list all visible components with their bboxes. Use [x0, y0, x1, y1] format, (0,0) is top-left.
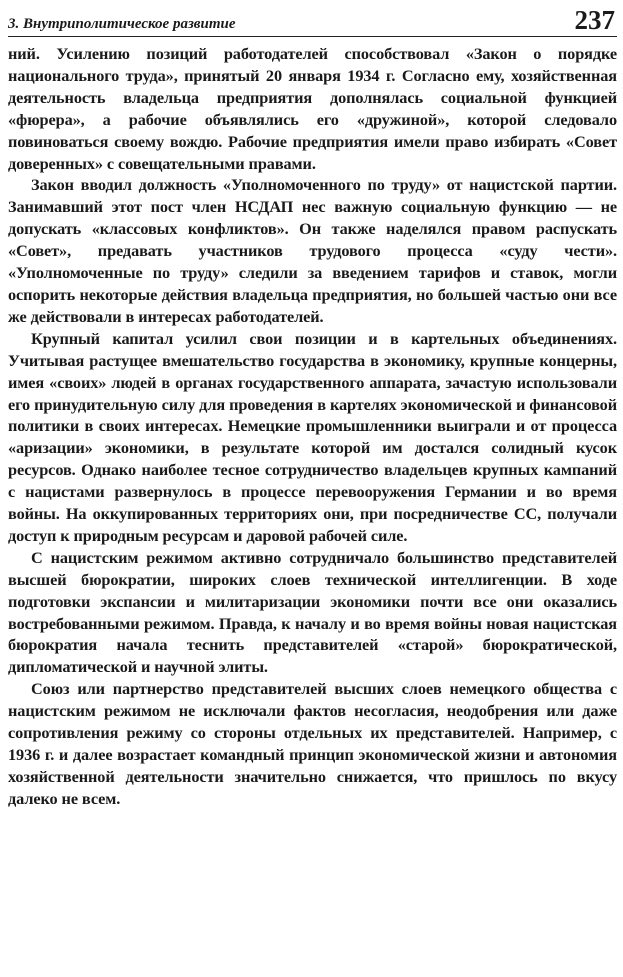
body-text — [8, 43, 617, 810]
running-header — [8, 6, 617, 37]
paragraph: Крупный капитал усилил свои позиции и в картельных объединениях. Учитывая растущее вмешательство государства в экономику, крупные концерны, имея «своих» людей в органах государственного аппарата, зачастую использовали его принудительную силу для проведения в картелях экономической и финансовой политики в своих интересах. Немецкие промышленники выиграли и от процесса «аризации» экономики, в результате которой им достался солидный кусок ресурсов. Однако наиболее тесное сотрудничество владельцев крупных кампаний с нацистами развернулось в процессе перевооружения Германии и во время войны. На оккупированных территориях они, при посредничестве СС, получали доступ к природным ресурсам и даровой рабочей силе. — [8, 328, 617, 545]
paragraph: Союз или партнерство представителей высших слоев немецкого общества с нацистским режимом не исключали фактов несогласия, неодобрения или даже сопротивления режиму со стороны отдельных их представителей. Например, с 1936 г. и далее возрастает командный принцип экономической жизни и автономия хозяйственной деятельности значительно снижается, что пришлось по вкусу далеко не всем. — [8, 679, 617, 808]
page-number: 237 — [574, 5, 615, 35]
paragraph-continuation: ний. Усилению позиций работодателей способствовал «Закон о порядке национального труда», принятый 20 января 1934 г. Согласно ему, хозяйственная деятельность владельца предприятия дополнялась социальной функцией «фюрера», а рабочие объявлялись его «дружиной», которой следовало повиноваться своему вождю. Рабочие предприятия имели право избирать «Совет доверенных» с совещательными правами. — [8, 44, 617, 173]
section-title: 3. Внутриполитическое развитие — [8, 16, 236, 32]
paragraph: С нацистским режимом активно сотрудничало большинство представителей высшей бюрократии, широких слоев технической интеллигенции. В ходе подготовки экспансии и милитаризации экономики почти все они оказались востребованными режимом. Правда, к началу и во время войны новая нацистская бюрократия начала теснить представителей «старой» бюрократической, дипломатической и научной элиты. — [8, 547, 617, 677]
paragraph: Закон вводил должность «Уполномоченного по труду» от нацистской партии. Занимавший этот пост член НСДАП нес важную социальную функцию — не допускать «классовых конфликтов». Он также наделялся правом распускать «Совет», предавать участников трудового процесса «суду чести». «Уполномоченные по труду» следили за введением тарифов и ставок, могли оспорить некоторые действия владельца предприятия, но большей частью они все же действовали в интересах работодателей. — [8, 175, 617, 326]
